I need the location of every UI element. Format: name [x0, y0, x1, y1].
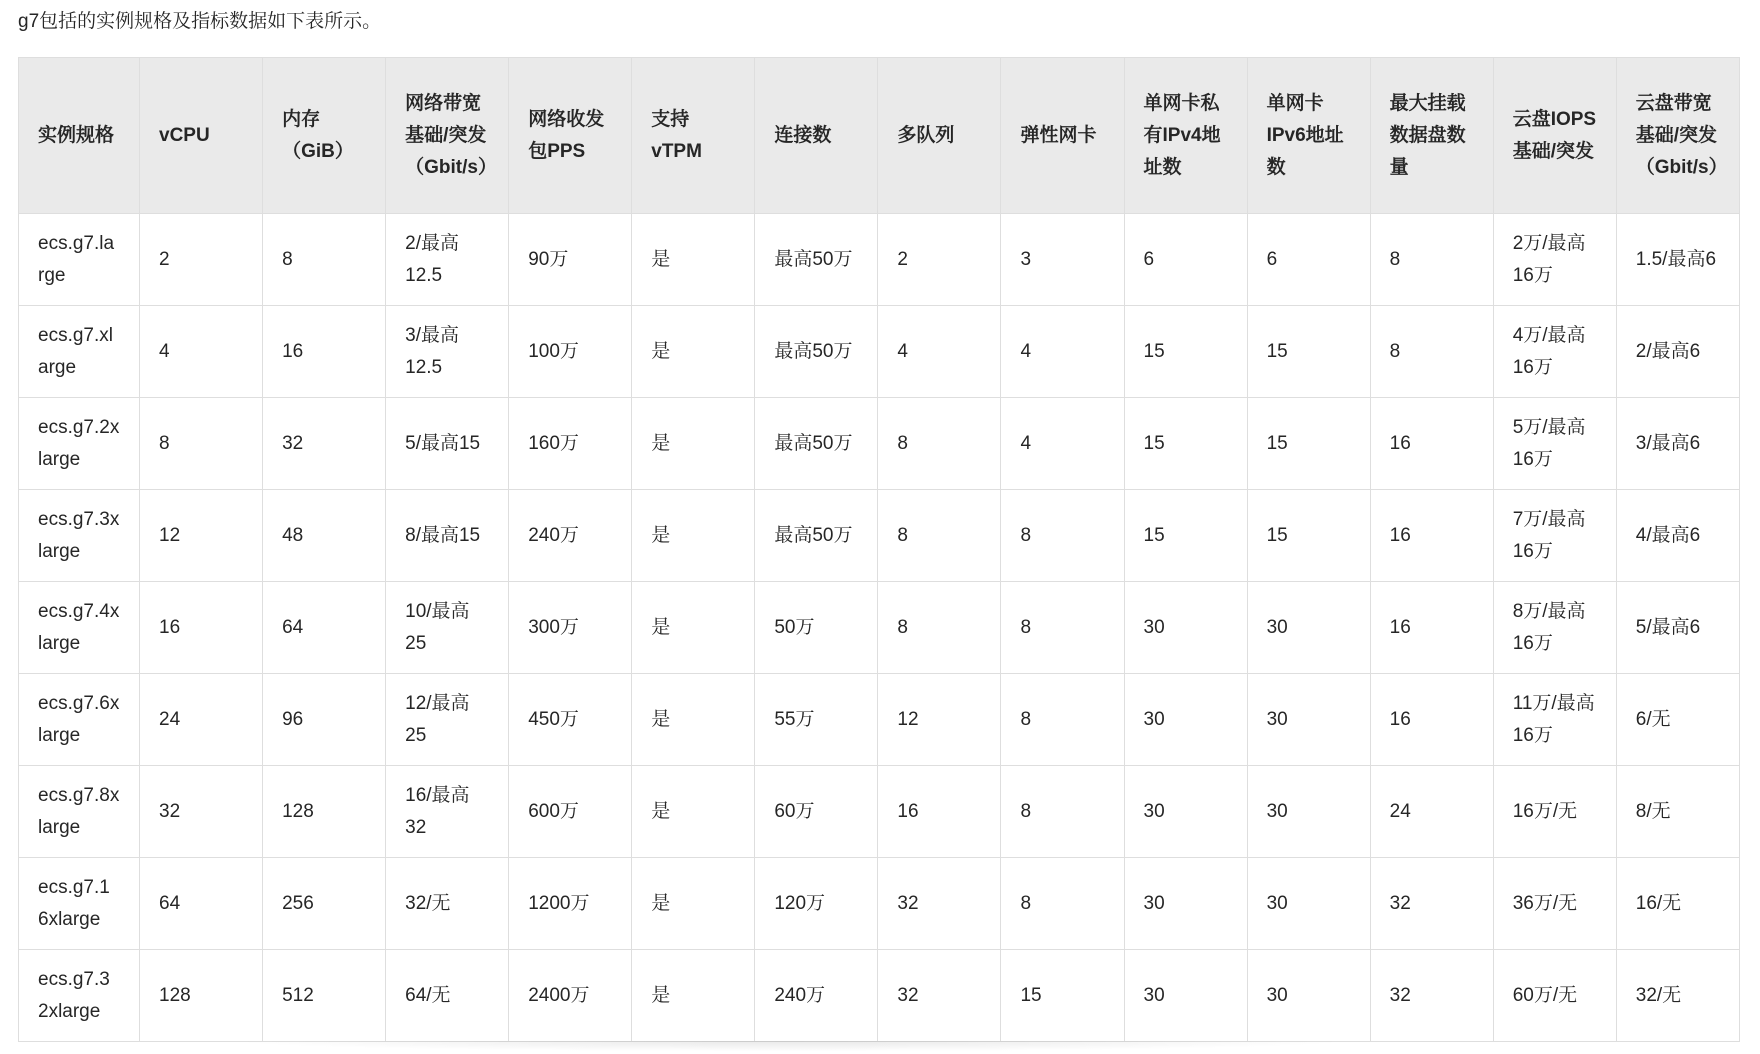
spec-value-cell: 512 [263, 950, 386, 1042]
spec-value-cell: 11万/最高16万 [1493, 674, 1616, 766]
spec-value-cell: 16 [263, 306, 386, 398]
spec-value-cell: 32 [1370, 950, 1493, 1042]
spec-value-cell: 7万/最高16万 [1493, 490, 1616, 582]
spec-value-cell: 30 [1247, 950, 1370, 1042]
spec-value-cell: 8 [1001, 490, 1124, 582]
spec-value-cell: 4万/最高16万 [1493, 306, 1616, 398]
instance-name-cell: ecs.g7.2xlarge [19, 398, 140, 490]
spec-value-cell: 2400万 [509, 950, 632, 1042]
spec-value-cell: 32/无 [1616, 950, 1739, 1042]
spec-value-cell: 16 [1370, 398, 1493, 490]
spec-value-cell: 30 [1124, 950, 1247, 1042]
spec-value-cell: 30 [1124, 858, 1247, 950]
spec-value-cell: 是 [632, 490, 755, 582]
spec-value-cell: 2/最高12.5 [386, 214, 509, 306]
spec-value-cell: 是 [632, 398, 755, 490]
column-header: 支持vTPM [632, 58, 755, 214]
spec-value-cell: 8 [878, 582, 1001, 674]
spec-value-cell: 2万/最高16万 [1493, 214, 1616, 306]
column-header: 云盘带宽基础/突发（Gbit/s） [1616, 58, 1739, 214]
spec-value-cell: 32 [1370, 858, 1493, 950]
spec-value-cell: 256 [263, 858, 386, 950]
spec-value-cell: 8/最高15 [386, 490, 509, 582]
spec-value-cell: 100万 [509, 306, 632, 398]
spec-value-cell: 8/无 [1616, 766, 1739, 858]
spec-value-cell: 32 [878, 950, 1001, 1042]
spec-value-cell: 450万 [509, 674, 632, 766]
spec-value-cell: 最高50万 [755, 214, 878, 306]
spec-value-cell: 8万/最高16万 [1493, 582, 1616, 674]
spec-value-cell: 240万 [755, 950, 878, 1042]
spec-value-cell: 15 [1124, 306, 1247, 398]
spec-value-cell: 32/无 [386, 858, 509, 950]
spec-value-cell: 最高50万 [755, 490, 878, 582]
spec-value-cell: 160万 [509, 398, 632, 490]
column-header: 云盘IOPS基础/突发 [1493, 58, 1616, 214]
spec-value-cell: 55万 [755, 674, 878, 766]
spec-value-cell: 6 [1124, 214, 1247, 306]
spec-value-cell: 48 [263, 490, 386, 582]
spec-value-cell: 4 [140, 306, 263, 398]
column-header: 弹性网卡 [1001, 58, 1124, 214]
spec-value-cell: 4/最高6 [1616, 490, 1739, 582]
spec-value-cell: 3/最高12.5 [386, 306, 509, 398]
spec-value-cell: 96 [263, 674, 386, 766]
spec-value-cell: 12 [140, 490, 263, 582]
spec-value-cell: 90万 [509, 214, 632, 306]
spec-value-cell: 32 [263, 398, 386, 490]
spec-value-cell: 8 [1001, 674, 1124, 766]
spec-value-cell: 32 [140, 766, 263, 858]
table-row [19, 214, 1740, 306]
spec-value-cell: 5/最高6 [1616, 582, 1739, 674]
spec-value-cell: 16万/无 [1493, 766, 1616, 858]
column-header: 内存（GiB） [263, 58, 386, 214]
instance-name-cell: ecs.g7.16xlarge [19, 858, 140, 950]
spec-value-cell: 12/最高25 [386, 674, 509, 766]
table-row [19, 674, 1740, 766]
column-header: 实例规格 [19, 58, 140, 214]
spec-value-cell: 16/无 [1616, 858, 1739, 950]
spec-value-cell: 是 [632, 306, 755, 398]
spec-value-cell: 1.5/最高6 [1616, 214, 1739, 306]
spec-value-cell: 300万 [509, 582, 632, 674]
spec-value-cell: 2 [140, 214, 263, 306]
instance-name-cell: ecs.g7.3xlarge [19, 490, 140, 582]
spec-value-cell: 15 [1247, 398, 1370, 490]
spec-value-cell: 16 [140, 582, 263, 674]
instance-spec-table-container [18, 57, 1740, 1042]
column-header: 单网卡私有IPv4地址数 [1124, 58, 1247, 214]
spec-value-cell: 16 [878, 766, 1001, 858]
spec-value-cell: 6 [1247, 214, 1370, 306]
spec-value-cell: 8 [1001, 858, 1124, 950]
spec-value-cell: 24 [140, 674, 263, 766]
instance-name-cell: ecs.g7.8xlarge [19, 766, 140, 858]
column-header: 连接数 [755, 58, 878, 214]
table-row [19, 490, 1740, 582]
spec-value-cell: 3/最高6 [1616, 398, 1739, 490]
instance-name-cell: ecs.g7.xlarge [19, 306, 140, 398]
table-head [19, 58, 1740, 214]
table-row [19, 398, 1740, 490]
spec-value-cell: 10/最高25 [386, 582, 509, 674]
spec-value-cell: 60万 [755, 766, 878, 858]
spec-value-cell: 最高50万 [755, 398, 878, 490]
spec-value-cell: 是 [632, 950, 755, 1042]
spec-value-cell: 2/最高6 [1616, 306, 1739, 398]
spec-value-cell: 240万 [509, 490, 632, 582]
spec-value-cell: 8 [1370, 214, 1493, 306]
spec-value-cell: 30 [1124, 674, 1247, 766]
column-header: 网络带宽基础/突发（Gbit/s） [386, 58, 509, 214]
spec-value-cell: 30 [1124, 582, 1247, 674]
spec-value-cell: 8 [1001, 766, 1124, 858]
table-row [19, 306, 1740, 398]
column-header: 网络收发包PPS [509, 58, 632, 214]
spec-value-cell: 50万 [755, 582, 878, 674]
spec-value-cell: 16/最高32 [386, 766, 509, 858]
spec-value-cell: 6/无 [1616, 674, 1739, 766]
spec-value-cell: 64 [140, 858, 263, 950]
spec-value-cell: 32 [878, 858, 1001, 950]
spec-value-cell: 最高50万 [755, 306, 878, 398]
spec-value-cell: 15 [1247, 306, 1370, 398]
spec-value-cell: 3 [1001, 214, 1124, 306]
intro-text: g7包括的实例规格及指标数据如下表所示。 [18, 11, 382, 32]
spec-value-cell: 120万 [755, 858, 878, 950]
spec-value-cell: 15 [1124, 490, 1247, 582]
spec-value-cell: 16 [1370, 582, 1493, 674]
spec-value-cell: 4 [1001, 306, 1124, 398]
spec-value-cell: 128 [263, 766, 386, 858]
scroll-shadow [110, 1041, 1470, 1054]
instance-name-cell: ecs.g7.6xlarge [19, 674, 140, 766]
spec-value-cell: 8 [1001, 582, 1124, 674]
spec-value-cell: 30 [1247, 582, 1370, 674]
spec-value-cell: 8 [878, 490, 1001, 582]
spec-value-cell: 8 [140, 398, 263, 490]
spec-value-cell: 128 [140, 950, 263, 1042]
table-row [19, 582, 1740, 674]
spec-value-cell: 30 [1247, 766, 1370, 858]
spec-value-cell: 是 [632, 674, 755, 766]
column-header: vCPU [140, 58, 263, 214]
table-row [19, 950, 1740, 1042]
instance-name-cell: ecs.g7.large [19, 214, 140, 306]
instance-name-cell: ecs.g7.32xlarge [19, 950, 140, 1042]
spec-value-cell: 5/最高15 [386, 398, 509, 490]
spec-value-cell: 是 [632, 214, 755, 306]
spec-value-cell: 15 [1001, 950, 1124, 1042]
spec-value-cell: 1200万 [509, 858, 632, 950]
spec-value-cell: 12 [878, 674, 1001, 766]
instance-spec-table [18, 57, 1740, 1042]
spec-value-cell: 5万/最高16万 [1493, 398, 1616, 490]
spec-value-cell: 16 [1370, 490, 1493, 582]
spec-value-cell: 30 [1124, 766, 1247, 858]
spec-value-cell: 36万/无 [1493, 858, 1616, 950]
spec-value-cell: 是 [632, 582, 755, 674]
spec-value-cell: 600万 [509, 766, 632, 858]
spec-value-cell: 60万/无 [1493, 950, 1616, 1042]
header-row [19, 58, 1740, 214]
spec-value-cell: 64/无 [386, 950, 509, 1042]
spec-value-cell: 15 [1247, 490, 1370, 582]
spec-value-cell: 30 [1247, 858, 1370, 950]
instance-name-cell: ecs.g7.4xlarge [19, 582, 140, 674]
spec-value-cell: 16 [1370, 674, 1493, 766]
column-header: 最大挂载数据盘数量 [1370, 58, 1493, 214]
spec-value-cell: 8 [1370, 306, 1493, 398]
table-row [19, 858, 1740, 950]
spec-value-cell: 是 [632, 858, 755, 950]
spec-value-cell: 30 [1247, 674, 1370, 766]
spec-value-cell: 2 [878, 214, 1001, 306]
spec-value-cell: 15 [1124, 398, 1247, 490]
spec-value-cell: 4 [1001, 398, 1124, 490]
column-header: 单网卡IPv6地址数 [1247, 58, 1370, 214]
spec-value-cell: 24 [1370, 766, 1493, 858]
spec-value-cell: 4 [878, 306, 1001, 398]
spec-value-cell: 64 [263, 582, 386, 674]
spec-value-cell: 8 [263, 214, 386, 306]
spec-value-cell: 是 [632, 766, 755, 858]
spec-value-cell: 8 [878, 398, 1001, 490]
column-header: 多队列 [878, 58, 1001, 214]
table-row [19, 766, 1740, 858]
table-body [19, 214, 1740, 1042]
